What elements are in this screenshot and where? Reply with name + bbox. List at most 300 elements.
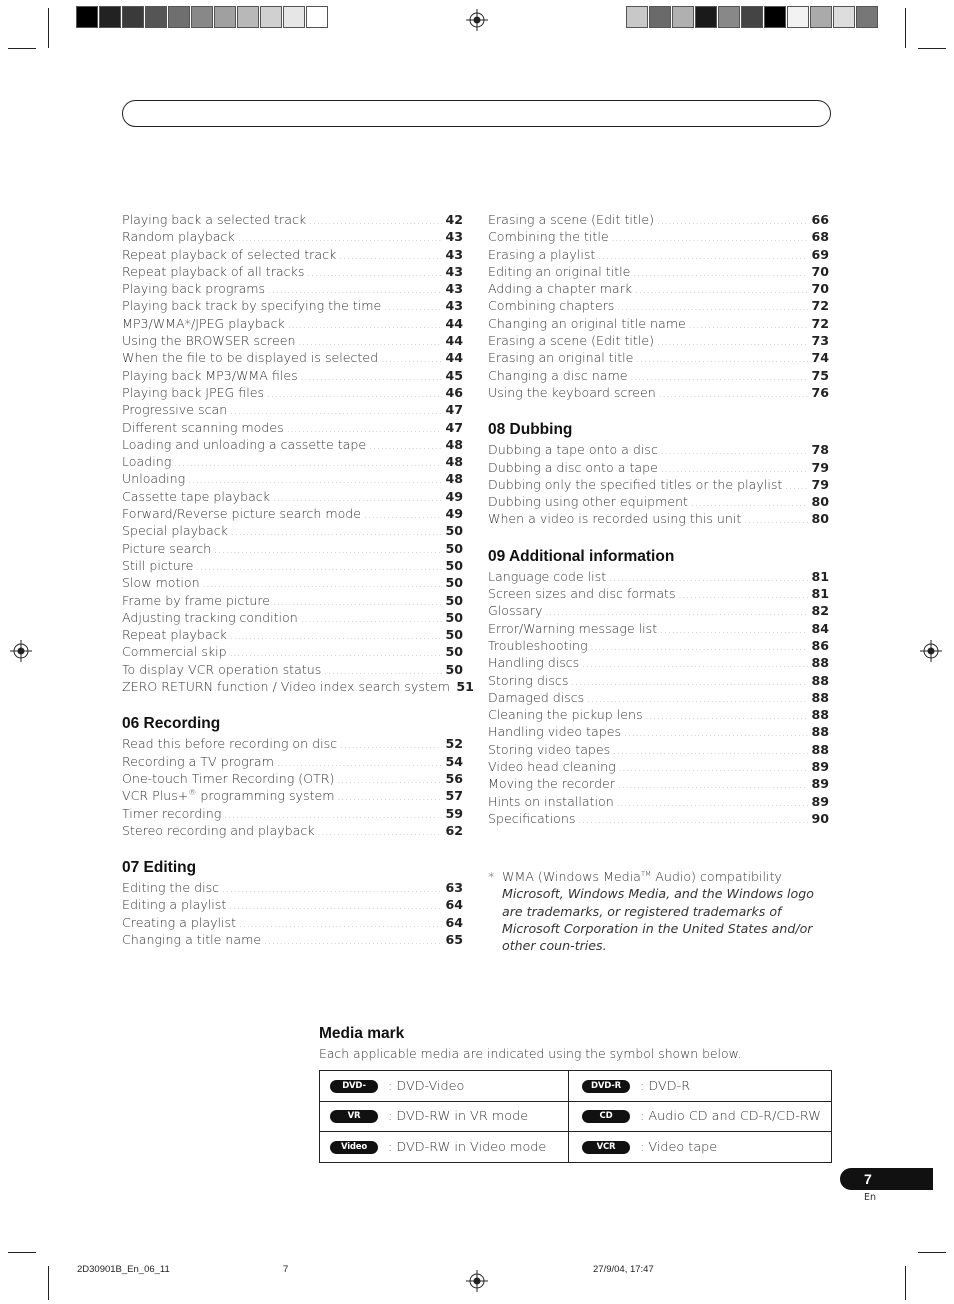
toc-entry-text: Storing video tapes [488, 741, 611, 757]
toc-entry [488, 477, 829, 494]
toc-entry-title [488, 229, 609, 244]
toc-entry-title [488, 247, 595, 262]
toc-entry-text: Dubbing a disc onto a tape [488, 459, 658, 475]
toc-entry-title [488, 316, 686, 331]
media-mark-cell [320, 1102, 569, 1132]
leader-dots [617, 799, 808, 809]
toc-page-number: 43 [445, 229, 463, 245]
toc-entry [488, 350, 829, 367]
toc-entry-title [122, 385, 264, 400]
leader-dots [612, 234, 808, 244]
toc-page-number: 44 [445, 350, 463, 366]
toc-entry [488, 742, 829, 759]
leader-dots [631, 373, 809, 383]
footnote-text: WMA (Windows Media [502, 869, 641, 884]
toc-entry-text: Using the BROWSER screen [122, 333, 296, 349]
leader-dots [338, 793, 442, 803]
toc-page-number: 51 [456, 679, 474, 695]
media-badge-icon: VR mode [330, 1110, 378, 1123]
leader-dots [364, 511, 442, 521]
leader-dots [339, 252, 442, 262]
toc-entry-title [122, 420, 284, 435]
toc-entry-title [488, 350, 633, 365]
leader-dots [340, 741, 442, 751]
toc-entry-title [122, 402, 227, 417]
toc-entry [488, 673, 829, 690]
toc-entry-title [122, 771, 334, 786]
toc-entry [122, 471, 463, 488]
media-badge-icon: CD [582, 1110, 630, 1123]
toc-page-number: 70 [811, 263, 829, 279]
toc-entry [122, 662, 463, 679]
toc-entry-title [488, 264, 630, 279]
toc-entry-title [122, 662, 321, 677]
toc-page-number: 50 [445, 644, 463, 660]
toc-entry-title [488, 759, 616, 774]
toc-page-number: 79 [811, 459, 829, 475]
leader-dots [624, 729, 808, 739]
leader-dots [617, 303, 808, 313]
leader-dots [679, 591, 808, 601]
color-swatch [260, 6, 282, 28]
toc-entry [488, 494, 829, 511]
toc-entry-title [122, 754, 274, 769]
crop-mark [905, 8, 906, 48]
toc-entry-title [122, 489, 270, 504]
toc-entry [122, 316, 463, 333]
toc-page-number: 56 [445, 770, 463, 786]
leader-dots [309, 217, 442, 227]
slug-datetime: 27/9/04, 17:47 [593, 1264, 654, 1275]
toc-entry [122, 754, 463, 771]
media-label: : DVD-RW in VR mode [388, 1109, 529, 1124]
wma-footnote [488, 868, 828, 954]
media-label: : DVD-R [640, 1078, 691, 1094]
toc-entry-text: Error/Warning message list [488, 620, 658, 636]
toc-entry [122, 489, 463, 506]
toc-entry-title [122, 644, 227, 659]
toc-entry [122, 402, 463, 419]
leader-dots [661, 447, 808, 457]
toc-entry-text: Editing a playlist [122, 897, 227, 913]
toc-page-number: 81 [811, 586, 829, 602]
toc-entry-title [488, 603, 542, 618]
toc-entry-text: Cleaning the pickup lens [488, 707, 643, 723]
toc-entry-text: When a video is recorded using this unit [488, 511, 742, 527]
toc-page-number: 73 [811, 333, 829, 349]
toc-page-number: 43 [445, 281, 463, 297]
media-badge-icon: DVD-Video [330, 1080, 378, 1093]
color-swatch [695, 6, 717, 28]
toc-entry-text: Combining chapters [488, 298, 615, 314]
color-swatch [99, 6, 121, 28]
toc-entry-title [122, 298, 381, 313]
leader-dots [381, 355, 442, 365]
toc-list [488, 212, 829, 402]
toc-entry-text: Cassette tape playback [122, 488, 271, 504]
toc-entry-title [122, 368, 298, 383]
toc-entry-title [488, 298, 614, 313]
crop-mark [8, 48, 36, 49]
leader-dots [288, 321, 442, 331]
toc-entry-text: Repeat playback [122, 627, 227, 643]
toc-entry [122, 932, 463, 949]
toc-entry [122, 298, 463, 315]
toc-entry-text: Glossary [488, 603, 543, 619]
toc-entry-text: programming system [196, 788, 335, 804]
toc-entry-title [122, 333, 295, 348]
toc-page-number: 43 [445, 246, 463, 262]
toc-entry-title [122, 575, 200, 590]
toc-page-number: 46 [445, 384, 463, 400]
leader-dots [188, 476, 442, 486]
toc-entry-text: Playing back a selected track [122, 212, 307, 227]
toc-entry-text: Dubbing a tape onto a disc [488, 442, 658, 458]
leader-dots [238, 234, 442, 244]
toc-entry-text: Different scanning modes [122, 419, 284, 435]
leader-dots [582, 660, 808, 670]
toc-entry [488, 385, 829, 402]
toc-entry-text: Combining the title [488, 229, 609, 245]
toc-entry [122, 350, 463, 367]
toc-entry-text: Special playback [122, 523, 228, 539]
toc-page-number: 43 [445, 263, 463, 279]
leader-dots [273, 494, 442, 504]
media-label: : Audio CD and CD-R/CD-RW [640, 1109, 821, 1124]
toc-entry-title [488, 655, 579, 670]
toc-page-number: 50 [445, 540, 463, 556]
leader-dots [646, 712, 808, 722]
toc-page-number: 44 [445, 315, 463, 331]
toc-entry-title [488, 811, 575, 826]
toc-page-number: 88 [811, 741, 829, 757]
color-swatch [214, 6, 236, 28]
toc-page-number: 57 [445, 788, 463, 804]
toc-page-number: 82 [811, 603, 829, 619]
toc-entry-title [488, 212, 654, 227]
leader-dots [230, 407, 442, 417]
toc-entry-text: Read this before recording on disc [122, 736, 338, 752]
toc-entry-title [488, 511, 741, 526]
toc-entry [488, 442, 829, 459]
leader-dots [613, 747, 808, 757]
toc-entry-title [122, 506, 361, 521]
toc-entry-text: Slow motion [122, 575, 200, 591]
slug-filename: 2D30901B_En_06_11 [77, 1264, 170, 1275]
toc-entry-text: Still picture [122, 557, 194, 573]
media-mark-cell [320, 1071, 569, 1102]
color-swatch [718, 6, 740, 28]
toc-entry [122, 823, 463, 840]
toc-page-number: 50 [445, 609, 463, 625]
toc-page-number: 48 [445, 471, 463, 487]
color-swatch [649, 6, 671, 28]
toc-page-number: 47 [445, 419, 463, 435]
toc-entry-title [122, 437, 366, 452]
toc-entry-title [122, 471, 185, 486]
toc-page-number: 86 [811, 637, 829, 653]
registration-target-icon [920, 640, 942, 662]
toc-entry-text: Dubbing using other equipment [488, 494, 688, 510]
leader-dots [578, 816, 808, 826]
toc-entry-text: Creating a playlist [122, 914, 237, 930]
toc-entry-title [122, 627, 227, 642]
color-swatch [787, 6, 809, 28]
color-swatch [764, 6, 786, 28]
media-mark-description: Each applicable media are indicated using the symbol shown below. [319, 1046, 742, 1061]
toc-entry [122, 523, 463, 540]
leader-dots [657, 217, 808, 227]
toc-page-number: 49 [445, 506, 463, 522]
toc-entry-title [122, 788, 335, 803]
leader-dots [264, 937, 442, 947]
toc-page-number: 69 [811, 246, 829, 262]
toc-entry-text: Adding a chapter mark [488, 281, 633, 297]
toc-entry-title [488, 477, 782, 492]
toc-page-number: 52 [445, 736, 463, 752]
toc-page-number: 50 [445, 523, 463, 539]
toc-page-number: 89 [811, 776, 829, 792]
section-heading: 08 Dubbing [488, 421, 573, 439]
toc-page-number: 68 [811, 229, 829, 245]
toc-entry [122, 771, 463, 788]
toc-entry-text: Moving the recorder [488, 776, 615, 792]
toc-entry-text: Playing back track by specifying the time [122, 298, 382, 314]
toc-page-number: 88 [811, 689, 829, 705]
toc-entry-title [488, 621, 657, 636]
leader-dots [545, 608, 808, 618]
toc-entry [488, 264, 829, 281]
color-swatch [237, 6, 259, 28]
section-spacer [122, 696, 463, 712]
toc-sections [488, 402, 829, 828]
toc-page-number: 80 [811, 494, 829, 510]
toc-entry-text: Using the keyboard screen [488, 384, 656, 400]
leader-dots [267, 390, 442, 400]
toc-page-number: 76 [811, 384, 829, 400]
toc-entry-title [488, 690, 584, 705]
leader-dots [301, 615, 442, 625]
leader-dots [301, 373, 442, 383]
toc-entry-title [488, 794, 614, 809]
toc-entry-text: Timer recording [122, 805, 222, 821]
leader-dots [609, 574, 808, 584]
toc-entry-title [122, 212, 306, 227]
leader-dots [369, 442, 442, 452]
toc-entry-text: Commercial skip [122, 644, 227, 660]
toc-entry-text: Erasing a scene (Edit title) [488, 212, 654, 227]
chapter-header-bar [122, 100, 831, 127]
leader-dots [657, 338, 808, 348]
toc-entry [488, 811, 829, 828]
toc-page-number: 43 [445, 298, 463, 314]
media-mark-table [319, 1070, 832, 1163]
toc-entry-text: Adjusting tracking condition [122, 609, 298, 625]
toc-entry [488, 460, 829, 477]
toc-entry-title [488, 460, 658, 475]
toc-page-number: 50 [445, 592, 463, 608]
toc-page-number: 64 [445, 914, 463, 930]
toc-entry [122, 610, 463, 627]
toc-entry [488, 333, 829, 350]
toc-entry [122, 281, 463, 298]
section-heading: 09 Additional information [488, 547, 675, 565]
toc-entry [122, 880, 463, 897]
toc-entry-title [488, 281, 632, 296]
toc-entry [488, 776, 829, 793]
toc-entry [122, 915, 463, 932]
leader-dots [660, 626, 808, 636]
toc-entry-text: Random playback [122, 229, 235, 245]
leader-dots [287, 425, 442, 435]
toc-page-number: 62 [445, 822, 463, 838]
toc-entry [122, 736, 463, 753]
toc-entry-text: Video head cleaning [488, 759, 616, 775]
trademark-notice: Microsoft, Windows Media, and the Windows logo are trademarks, or registered trademarks of Microsoft Corporation in the United States and/or other coun-tries. [502, 886, 814, 954]
crop-mark [8, 1252, 36, 1253]
section-spacer [122, 840, 463, 856]
toc-entry-text: Changing a disc name [488, 367, 628, 383]
toc-entry-title [122, 264, 304, 279]
toc-entry-text: Loading and unloading a cassette tape [122, 436, 367, 452]
leader-dots [337, 776, 442, 786]
toc-entry [488, 638, 829, 655]
toc-entry-title [122, 736, 337, 751]
toc-entry-title [122, 350, 378, 365]
leader-dots [273, 598, 442, 608]
toc-entry [488, 690, 829, 707]
toc-entry [488, 759, 829, 776]
toc-page-number: 80 [811, 511, 829, 527]
toc-entry-title [122, 316, 285, 331]
leader-dots [239, 920, 442, 930]
toc-entry [122, 229, 463, 246]
toc-entry-title [488, 586, 676, 601]
toc-entry [488, 368, 829, 385]
footnote-marker: * [488, 869, 495, 884]
toc-entry-text: Screen sizes and disc formats [488, 586, 676, 602]
toc-entry-title [488, 776, 615, 791]
toc-entry [488, 794, 829, 811]
page-number: 7 [864, 1171, 872, 1187]
toc-entry-title [488, 442, 658, 457]
toc-entry [122, 437, 463, 454]
toc-entry-text: Damaged discs [488, 689, 585, 705]
section-heading: 06 Recording [122, 715, 221, 733]
toc-entry [122, 385, 463, 402]
toc-entry-title [122, 679, 450, 694]
leader-dots [307, 269, 442, 279]
toc-entry [488, 655, 829, 672]
toc-entry-text: Forward/Reverse picture search mode [122, 506, 362, 522]
toc-entry [122, 644, 463, 661]
leader-dots [324, 667, 442, 677]
toc-column-left [122, 212, 474, 949]
color-swatch [741, 6, 763, 28]
footnote-line [502, 868, 828, 885]
leader-dots [633, 269, 808, 279]
toc-entry [122, 593, 463, 610]
toc-entry-text: Erasing a scene (Edit title) [488, 333, 654, 349]
section-heading: 07 Editing [122, 859, 197, 877]
toc-entry-text: Recording a TV program [122, 753, 274, 769]
toc-entry [488, 316, 829, 333]
toc-page-number: 50 [445, 661, 463, 677]
leader-dots [318, 828, 442, 838]
toc-entry-text: Unloading [122, 471, 186, 487]
toc-entry-title [122, 593, 270, 608]
leader-dots [203, 580, 442, 590]
media-badge-icon: DVD-R [582, 1080, 630, 1093]
color-swatch [672, 6, 694, 28]
toc-entry-text: Changing an original title name [488, 315, 686, 331]
toc-page-number: 48 [445, 454, 463, 470]
toc-entry-text: When the file to be displayed is selected [122, 350, 379, 366]
toc-entry-text: Playing back JPEG files [122, 384, 265, 400]
page-language: En [864, 1192, 877, 1203]
toc-page-number: 47 [445, 402, 463, 418]
toc-entry [488, 707, 829, 724]
toc-entry [488, 298, 829, 315]
section-spacer [488, 402, 829, 418]
leader-dots [214, 546, 442, 556]
toc-page-number: 65 [445, 931, 463, 947]
toc-entry-text: Storing discs [488, 672, 569, 688]
toc-entry-text: Playing back programs [122, 281, 266, 297]
toc-entry-text: Specifications [488, 810, 576, 826]
toc-entry-text: Frame by frame picture [122, 592, 271, 608]
toc-entry [488, 621, 829, 638]
toc-entry-title [488, 385, 656, 400]
leader-dots [635, 286, 808, 296]
toc-entry [488, 603, 829, 620]
toc-page-number: 54 [445, 753, 463, 769]
toc-entry-text: To display VCR operation status [122, 661, 322, 677]
toc-column-right [488, 212, 829, 828]
toc-entry-title [122, 229, 235, 244]
leader-dots [587, 695, 808, 705]
leader-dots [268, 286, 442, 296]
toc-sections [122, 696, 463, 949]
toc-entry-text: Loading [122, 454, 172, 470]
crop-mark [48, 8, 49, 48]
toc-entry-text: Picture search [122, 540, 212, 556]
toc-entry [122, 454, 463, 471]
toc-list [122, 212, 474, 696]
toc-entry-title [122, 247, 336, 262]
toc-entry-text: Repeat playback of selected track [122, 246, 337, 262]
toc-page-number: 50 [445, 557, 463, 573]
toc-entry-title [122, 610, 298, 625]
leader-dots [230, 649, 442, 659]
toc-entry-title [488, 569, 606, 584]
leader-dots [298, 338, 442, 348]
leader-dots [591, 643, 808, 653]
toc-entry-title [122, 915, 236, 930]
toc-entry-text: Hints on installation [488, 793, 614, 809]
media-label: : DVD-RW in Video mode [388, 1139, 547, 1155]
color-swatch [145, 6, 167, 28]
toc-entry [488, 247, 829, 264]
leader-dots [598, 252, 808, 262]
toc-page-number: 72 [811, 315, 829, 331]
toc-entry [122, 368, 463, 385]
toc-entry-text: Troubleshooting [488, 637, 588, 653]
crop-mark [918, 48, 946, 49]
toc-entry-text: Editing an original title [488, 263, 631, 279]
page-number-tab [840, 1168, 933, 1190]
toc-entry-title [122, 932, 261, 947]
